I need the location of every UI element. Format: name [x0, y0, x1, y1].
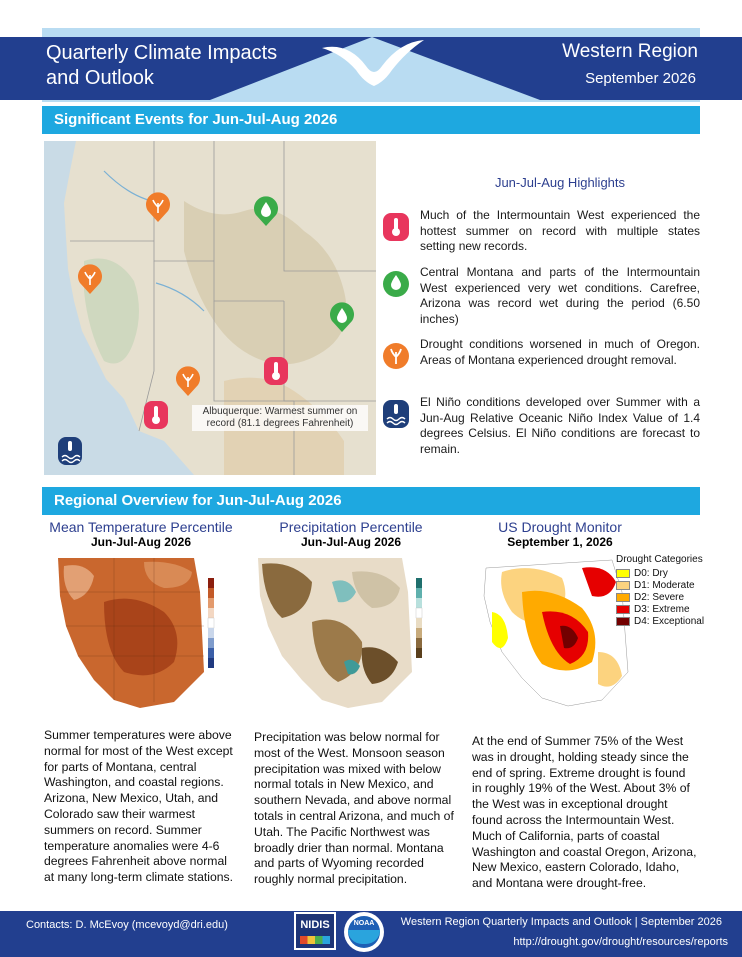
wet-pin-icon	[328, 301, 356, 333]
precipitation-panel-title: Precipitation Percentile	[279, 519, 423, 535]
drought-pin-icon	[144, 191, 172, 223]
highlight-text: Drought conditions worsened in much of Oregon. Areas of Montana experienced drought removal.	[420, 337, 700, 367]
precipitation-panel-text: Precipitation was below normal for most of the West. Monsoon season precipitation was mixed with below normal totals in New Mexico, and southern Nevada, and above normal totals in central Arizona, and much of Utah. The Pacific Northwest was broadly drier than normal. Montana and parts of Wyoming recorded roughly normal precipitation.	[254, 730, 454, 887]
footer-url-link[interactable]: http://drought.gov/drought/resources/reports	[513, 936, 728, 948]
temperature-panel-text: Summer temperatures were above normal for most of the West except for parts of Montana, central Washington, and coastal regions. Arizona, New Mexico, Utah, and Colorado saw their warmest summers on record. Summer temperature anomalies were 4-6 degrees Fahrenheit above normal at many long-term climate stations.	[44, 728, 233, 885]
legend-row	[616, 591, 704, 603]
legend-title: Drought Categories	[616, 554, 703, 565]
bird-logo-icon	[318, 36, 428, 92]
temperature-percentile-map	[44, 552, 240, 720]
legend-label: D0: Dry	[634, 567, 668, 579]
footer-report-title: Western Region Quarterly Impacts and Outlook | September 2026	[400, 916, 722, 928]
noaa-logo-text: NOAA	[353, 920, 375, 927]
legend-swatch	[616, 605, 630, 614]
footer-contact: Contacts: D. McEvoy (mcevoyd@dri.edu)	[26, 919, 228, 931]
precipitation-panel-subtitle: Jun-Jul-Aug 2026	[300, 535, 402, 549]
title-line-2: and Outlook	[46, 67, 154, 89]
highlights-title: Jun-Jul-Aug Highlights	[494, 175, 626, 190]
water-drop-icon	[382, 269, 410, 299]
heat-pin-icon	[262, 355, 290, 387]
report-date: September 2026	[585, 70, 696, 87]
legend-row	[616, 615, 704, 627]
highlight-text: Central Montana and parts of the Intermountain West experienced very wet conditions. Carefree, Arizona was record wet during the period (6.50 inches)	[420, 265, 700, 326]
wet-pin-icon	[252, 195, 280, 227]
heat-pin-icon	[142, 399, 170, 431]
noaa-logo	[344, 912, 384, 952]
drought-plant-icon	[382, 341, 410, 371]
ocean-wave-pin-icon	[56, 435, 84, 467]
thermometer-icon	[382, 212, 410, 242]
nidis-logo-stripe	[300, 936, 330, 944]
significant-events-map	[44, 141, 376, 475]
legend-swatch	[616, 581, 630, 590]
nidis-logo	[294, 912, 336, 950]
region-name: Western Region	[562, 41, 698, 62]
highlight-text: Much of the Intermountain West experienced the hottest summer on record with multiple states setting new records.	[420, 208, 700, 253]
section-significant-events: Significant Events for Jun-Jul-Aug 2026	[42, 106, 700, 134]
map-annotation: Albuquerque: Warmest summer on record (81.1 degrees Fahrenheit)	[192, 405, 368, 431]
legend-label: D4: Exceptional	[634, 615, 705, 627]
section-regional-overview: Regional Overview for Jun-Jul-Aug 2026	[42, 487, 700, 515]
highlight-text: El Niño conditions developed over Summer with a Jun-Aug Relative Oceanic Niño Index Value of 1.4 degrees Celsius. El Niño conditions are forecast to remain.	[420, 395, 700, 456]
drought-legend	[616, 554, 704, 627]
temperature-panel-subtitle: Jun-Jul-Aug 2026	[90, 535, 192, 549]
drought-panel-subtitle: September 1, 2026	[507, 535, 613, 549]
legend-row	[616, 567, 704, 579]
drought-panel-text: At the end of Summer 75% of the West was in drought, holding steady since the end of spring. Extreme drought is found in roughly 19% of the West. About 3% of the West was in exceptional drought found across the Intermountain West. Much of California, parts of coastal Washington and coastal Oregon, Arizona, New Mexico, eastern Colorado, Idaho, and Montana were drought-free.	[472, 734, 697, 891]
legend-label: D3: Extreme	[634, 603, 690, 615]
nidis-logo-text: NIDIS	[300, 919, 330, 931]
legend-label: D2: Severe	[634, 591, 685, 603]
ocean-wave-icon	[382, 399, 410, 429]
legend-swatch	[616, 617, 630, 626]
legend-label: D1: Moderate	[634, 579, 695, 591]
legend-swatch	[616, 569, 630, 578]
title-line-1: Quarterly Climate Impacts	[46, 42, 278, 64]
legend-row	[616, 603, 704, 615]
drought-pin-icon	[174, 365, 202, 397]
legend-row	[616, 579, 704, 591]
drought-panel-title: US Drought Monitor	[498, 519, 622, 535]
temperature-panel-title: Mean Temperature Percentile	[49, 519, 233, 535]
precipitation-percentile-map	[252, 552, 448, 720]
legend-swatch	[616, 593, 630, 602]
drought-pin-icon	[76, 263, 104, 295]
report-title	[46, 41, 326, 91]
